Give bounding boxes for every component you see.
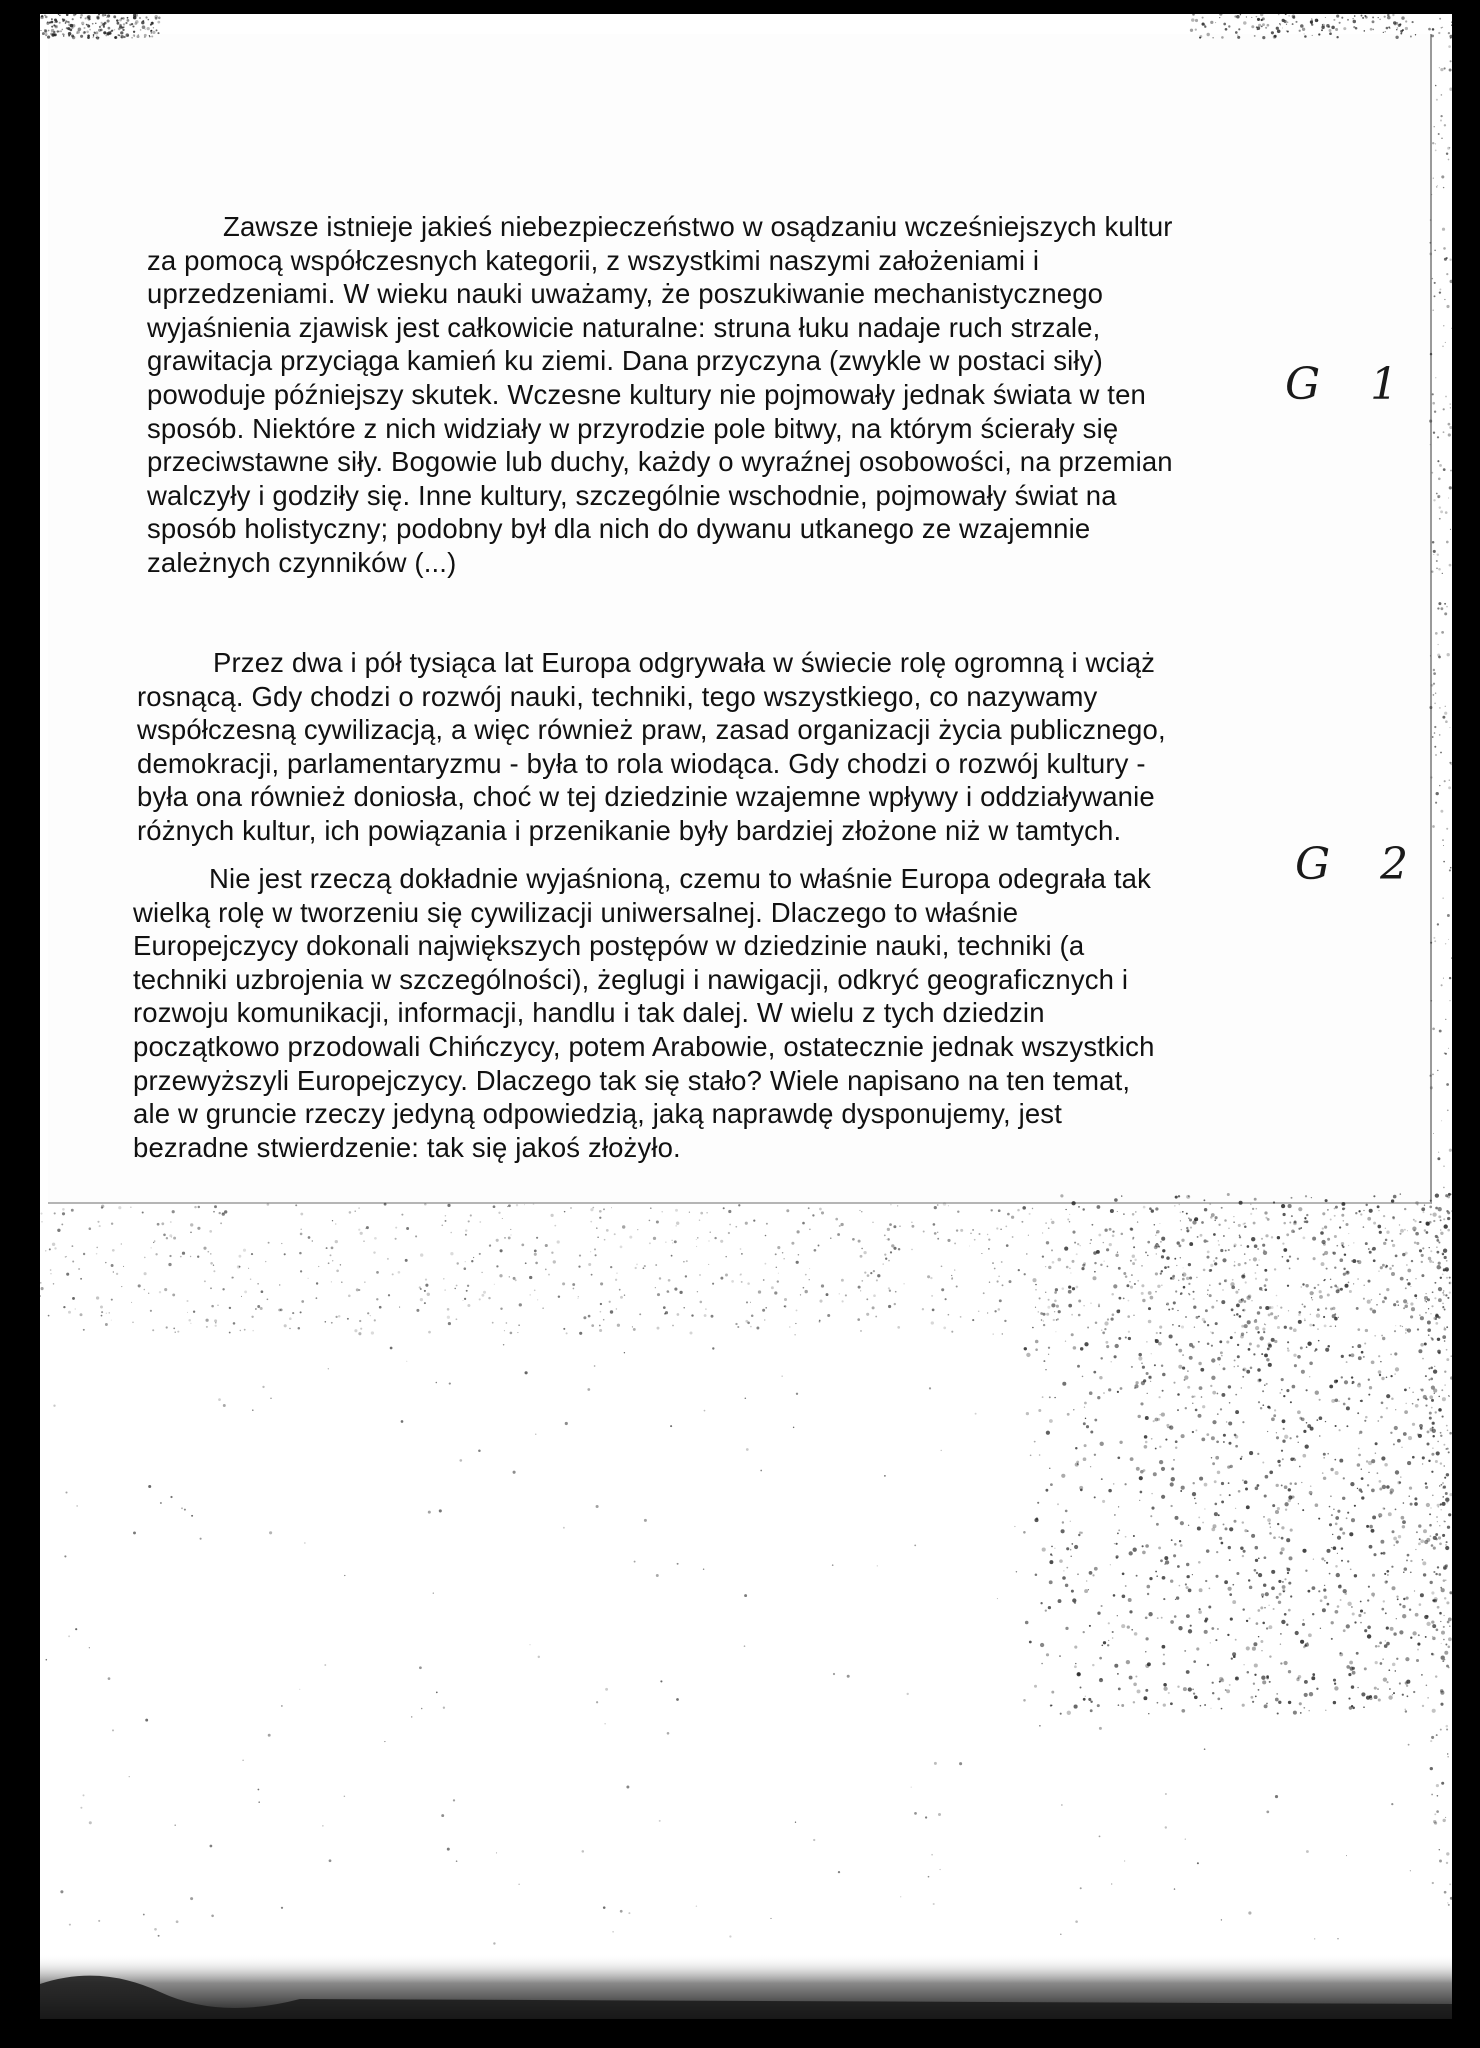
paragraph-1 [147, 210, 1327, 580]
paragraph-line: zależnych czynników (...) [147, 546, 457, 578]
paragraph-line: sposób. Niektóre z nich widziały w przyrodzie pole bitwy, na którym ścierały się [147, 412, 1119, 444]
paragraph-line: rosnącą. Gdy chodzi o rozwój nauki, techniki, tego wszystkiego, co nazywamy [137, 680, 1098, 712]
paragraph-line: uprzedzeniami. W wieku nauki uważamy, że poszukiwanie mechanistycznego [147, 278, 1104, 310]
paragraph-2 [137, 646, 1317, 848]
paragraph-line: powoduje późniejszy skutek. Wczesne kultury nie pojmowały jednak świata w ten [147, 378, 1146, 410]
handwritten-margin-note-1: G 1 [1285, 359, 1417, 410]
paragraph-line: grawitacja przyciąga kamień ku ziemi. Dana przyczyna (zwykle w postaci siły) [147, 345, 1103, 377]
paragraph-line: różnych kultur, ich powiązania i przenikanie były bardziej złożone niż w tamtych. [137, 814, 1122, 846]
paragraph-line: demokracji, parlamentaryzmu - była to rola wiodąca. Gdy chodzi o rozwój kultury - [137, 747, 1146, 779]
paragraph-3 [133, 862, 1313, 1164]
paragraph-line: bezradne stwierdzenie: tak się jakoś złożyło. [133, 1131, 681, 1163]
paragraph-line: przeciwstawne siły. Bogowie lub duchy, każdy o wyraźnej osobowości, na przemian [147, 446, 1173, 478]
paragraph-line: Europejczycy dokonali największych postępów w dziedzinie nauki, techniki (a [133, 930, 1085, 962]
paragraph-line: przewyższyli Europejczycy. Dlaczego tak się stało? Wiele napisano na ten temat, [133, 1064, 1131, 1096]
scanner-edge-shadow [40, 1954, 1452, 2019]
paragraph-line: rozwoju komunikacji, informacji, handlu i tak dalej. W wielu z tych dziedzin [133, 997, 1045, 1029]
paragraph-line: była ona również doniosła, choć w tej dziedzinie wzajemne wpływy i oddziaływanie [137, 781, 1155, 813]
paragraph-line: sposób holistyczny; podobny był dla nich do dywanu utkanego ze wzajemnie [147, 513, 1091, 545]
paragraph-line: ale w gruncie rzeczy jedyną odpowiedzią, jaką naprawdę dysponujemy, jest [133, 1098, 1062, 1130]
paragraph-line: wyjaśnienia zjawisk jest całkowicie naturalne: struna łuku nadaje ruch strzale, [147, 311, 1101, 343]
paragraph-line: za pomocą współczesnych kategorii, z wszystkimi naszymi założeniami i [147, 244, 1040, 276]
paragraph-line: walczyły i godziły się. Inne kultury, szczególnie wschodnie, pojmowały świat na [147, 479, 1117, 511]
paragraph-line: początkowo przodowali Chińczycy, potem Arabowie, ostatecznie jednak wszystkich [133, 1030, 1155, 1062]
paper-sheet [40, 14, 1452, 2019]
handwritten-margin-note-2: G 2 [1295, 839, 1427, 890]
paragraph-line: Przez dwa i pół tysiąca lat Europa odgrywała w świecie rolę ogromną i wciąż [213, 647, 1156, 678]
paragraph-line: Nie jest rzeczą dokładnie wyjaśnioną, czemu to właśnie Europa odegrała tak [209, 863, 1152, 894]
paragraph-line: techniki uzbrojenia w szczególności), żeglugi i nawigacji, odkryć geograficznych i [133, 963, 1129, 995]
paragraph-line: współczesną cywilizacją, a więc również praw, zasad organizacji życia publicznego, [137, 714, 1166, 746]
paragraph-line: Zawsze istnieje jakieś niebezpieczeństwo w osądzaniu wcześniejszych kultur [223, 211, 1173, 242]
paragraph-line: wielką rolę w tworzeniu się cywilizacji uniwersalnej. Dlaczego to właśnie [133, 896, 1019, 928]
